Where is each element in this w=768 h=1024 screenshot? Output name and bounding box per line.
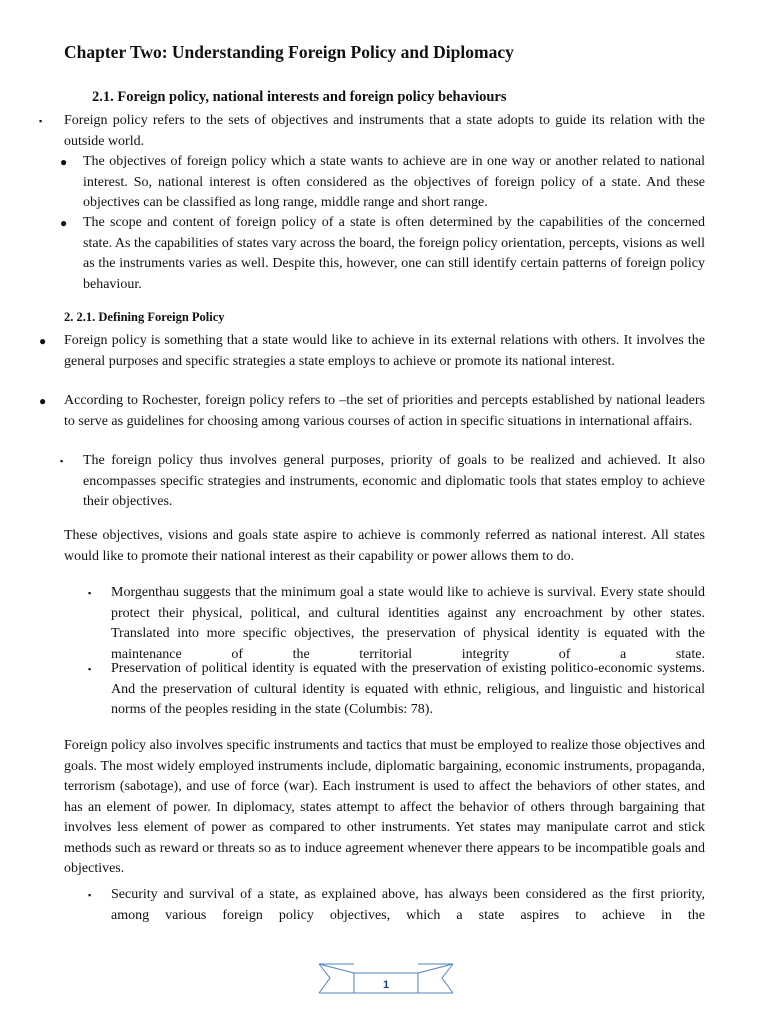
bullet-dot: ● bbox=[39, 394, 47, 408]
paragraph-security: Security and survival of a state, as explained above, has always been considered as the first priority, among various foreign policy objectives, which a state aspires to achieve in the bbox=[111, 887, 705, 923]
bullet-square: ▪ bbox=[88, 890, 92, 900]
bullet-square: ▪ bbox=[88, 664, 92, 674]
paragraph-morgenthau: Morgenthau suggests that the minimum goal a state would like to achieve is survival. Every state should protect their physical, political, and cultural identities against any encroachment by other states. Translated into more specific objectives, the preservation of physical identity is equated with the maintenance of the territorial integrity of a state. bbox=[111, 585, 705, 662]
bullet-dot: ● bbox=[60, 155, 68, 169]
paragraph-objectives: The objectives of foreign policy which a state wants to achieve are in one way or another related to national interest. So, national interest is often considered as the objectives of foreign policy of a state. And these objectives can be classified as long range, middle range and short range. bbox=[83, 154, 705, 210]
bullet-square: ▪ bbox=[39, 116, 43, 126]
bullet-dot: ● bbox=[60, 216, 68, 230]
paragraph-scope: The scope and content of foreign policy of a state is often determined by the capabilities of the concerned state. As the capabilities of states vary across the board, the foreign policy orientation, percepts, visions as well as the instruments varies as well. Despite this, however, one can still identify certain patterns of foreign policy behaviour. bbox=[83, 215, 705, 292]
page-number-badge bbox=[318, 963, 454, 995]
section-heading: 2.1. Foreign policy, national interests and foreign policy behaviours bbox=[92, 89, 507, 105]
paragraph-instruments: Foreign policy also involves specific instruments and tactics that must be employed to realize those objectives and goals. The most widely employed instruments include, diplomatic bargaining, economic instruments, propaganda, terrorism (sabotage), and use of force (war). Each instrument is used to affect the behaviors of other states, and has an element of power. In diplomacy, states attempt to affect the behavior of others through bargaining that involves less element of power as compared to other instruments. Yet states may manipulate carrot and stick methods such as reward or threats so as to induce agreement whenever there appears to be incompatible goals and objectives. bbox=[64, 738, 705, 876]
chapter-title: Chapter Two: Understanding Foreign Policy and Diplomacy bbox=[64, 42, 514, 62]
bullet-square: ▪ bbox=[88, 588, 92, 598]
bullet-dot: ● bbox=[39, 334, 47, 348]
paragraph-preservation: Preservation of political identity is equated with the preservation of existing politico-economic systems. And the preservation of cultural identity is equated with ethnic, religious, and linguistic and historical norms of the peoples residing in the state (Columbis: 78). bbox=[111, 661, 705, 717]
paragraph-definition: Foreign policy is something that a state would like to achieve in its external relations with others. It involves the general purposes and specific strategies a state employs to achieve or promote its national interest. bbox=[64, 333, 705, 369]
paragraph-rochester: According to Rochester, foreign policy refers to –the set of priorities and percepts established by national leaders to serve as guidelines for choosing among various courses of action in specific situations in international affairs. bbox=[64, 393, 705, 429]
paragraph-national-interest: These objectives, visions and goals state aspire to achieve is commonly referred as national interest. All states would like to promote their national interest as their capability or power allows them to do. bbox=[64, 528, 705, 564]
bullet-square: ▪ bbox=[60, 456, 64, 466]
paragraph-general-purposes: The foreign policy thus involves general purposes, priority of goals to be realized and achieved. It also encompasses specific strategies and instruments, economic and diplomatic tools that states employ to achieve their objectives. bbox=[83, 453, 705, 509]
paragraph-foreign-policy-refers: Foreign policy refers to the sets of objectives and instruments that a state adopts to guide its relation with the outside world. bbox=[64, 113, 705, 149]
page-number: 1 bbox=[382, 979, 390, 991]
subsection-heading: 2. 2.1. Defining Foreign Policy bbox=[64, 310, 225, 324]
